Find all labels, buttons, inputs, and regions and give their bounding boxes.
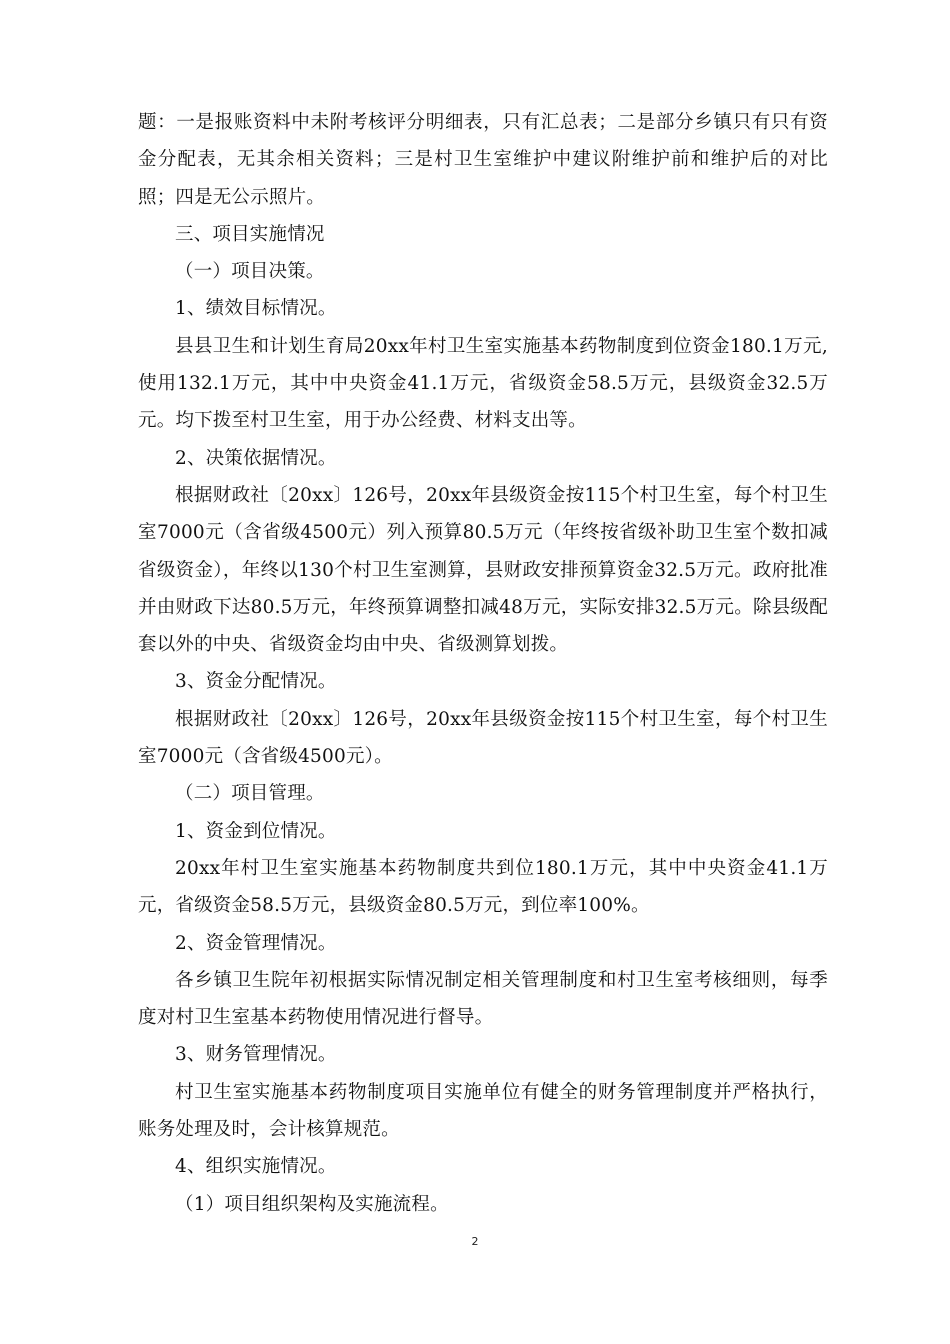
paragraph: 村卫生室实施基本药物制度项目实施单位有健全的财务管理制度并严格执行，账务处理及时，会计核算规范。	[138, 1081, 828, 1141]
subsection-heading: （二）项目管理。	[175, 783, 325, 805]
page-number: 2	[471, 1235, 479, 1248]
item-heading: 3、财务管理情况。	[175, 1044, 337, 1066]
document-body	[138, 104, 828, 1223]
subsection-heading: （一）项目决策。	[175, 261, 325, 283]
item-heading: 1、绩效目标情况。	[175, 298, 337, 320]
paragraph: 各乡镇卫生院年初根据实际情况制定相关管理制度和村卫生室考核细则，每季度对村卫生室基本药物使用情况进行督导。	[138, 969, 828, 1029]
item-heading: 2、决策依据情况。	[175, 447, 337, 469]
paragraph: 根据财政社〔20xx〕126号，20xx年县级资金按115个村卫生室，每个村卫生室7000元（含省级4500元）列入预算80.5万元（年终按省级补助卫生室个数扣减省级资金），年终以130个村卫生室测算，县财政安排预算资金32.5万元。政府批准并由财政下达80.5万元，年终预算调整扣减48万元，实际安排32.5万元。除县级配套以外的中央、省级资金均由中央、省级测算划拨。	[138, 484, 828, 656]
sub-item-heading: （1）项目组织架构及实施流程。	[175, 1193, 449, 1215]
paragraph: 20xx年村卫生室实施基本药物制度共到位180.1万元，其中中央资金41.1万元，省级资金58.5万元，县级资金80.5万元，到位率100%。	[138, 857, 828, 917]
paragraph: 题：一是报账资料中未附考核评分明细表，只有汇总表；二是部分乡镇只有只有资金分配表，无其余相关资料；三是村卫生室维护中建议附维护前和维护后的对比照；四是无公示照片。	[138, 112, 828, 208]
paragraph: 根据财政社〔20xx〕126号，20xx年县级资金按115个村卫生室，每个村卫生室7000元（含省级4500元）。	[138, 708, 828, 768]
section-heading: 三、项目实施情况	[175, 223, 325, 245]
item-heading: 4、组织实施情况。	[175, 1156, 337, 1178]
item-heading: 3、资金分配情况。	[175, 671, 337, 693]
item-heading: 2、资金管理情况。	[175, 932, 337, 954]
item-heading: 1、资金到位情况。	[175, 820, 337, 842]
paragraph: 县县卫生和计划生育局20xx年村卫生室实施基本药物制度到位资金180.1万元,使用132.1万元，其中中央资金41.1万元，省级资金58.5万元，县级资金32.5万元。均下拨至村卫生室，用于办公经费、材料支出等。	[138, 335, 828, 432]
